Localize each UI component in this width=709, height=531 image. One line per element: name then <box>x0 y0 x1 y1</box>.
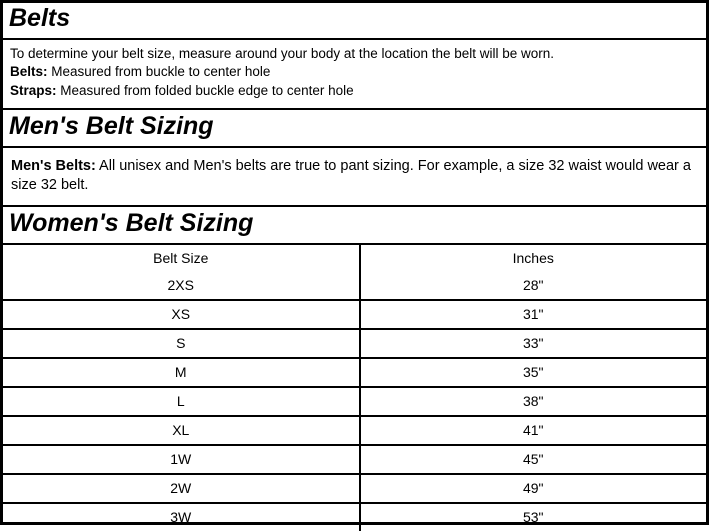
cell-inches: 53" <box>522 508 544 525</box>
straps-label: Straps: <box>10 83 57 99</box>
cell-inches: 31" <box>360 300 707 329</box>
cell-belt-size: 2XS <box>3 272 360 300</box>
table-row <box>3 503 706 531</box>
belts-label: Belts: <box>10 64 48 80</box>
cell-belt-size: M <box>3 358 360 387</box>
mens-belts-label: Men's Belts: <box>11 157 96 174</box>
table-row <box>3 300 706 329</box>
table-header-row <box>3 245 706 272</box>
mens-section-title: Men's Belt Sizing <box>3 110 706 148</box>
intro-line-belts <box>10 63 699 81</box>
page-title: Belts <box>3 3 706 40</box>
cell-inches: 28" <box>360 272 707 300</box>
table-body <box>3 272 706 531</box>
cell-inches: 33" <box>360 329 707 358</box>
table-row <box>3 416 706 445</box>
cell-inches: 38" <box>360 387 707 416</box>
cell-belt-size: 2W <box>3 474 360 503</box>
cell-inches: 35" <box>360 358 707 387</box>
mens-belts-description: All unisex and Men's belts are true to pant sizing. For example, a size 32 waist would wear a size 32 belt. <box>11 157 691 194</box>
cell-belt-size: 1W <box>3 445 360 474</box>
table-row <box>3 358 706 387</box>
table-row <box>3 445 706 474</box>
cell-belt-size: S <box>3 329 360 358</box>
womens-size-table <box>3 245 706 531</box>
cell-inches: 41" <box>360 416 707 445</box>
cell-belt-size: L <box>3 387 360 416</box>
intro-line-straps <box>10 82 699 100</box>
belts-description: Measured from buckle to center hole <box>47 64 271 80</box>
cell-belt-size: XL <box>3 416 360 445</box>
womens-section-title: Women's Belt Sizing <box>3 207 706 245</box>
table-row <box>3 329 706 358</box>
cell-inches: 49" <box>360 474 707 503</box>
table-head <box>3 245 706 272</box>
straps-description: Measured from folded buckle edge to center hole <box>56 83 354 99</box>
cell-belt-size: 3W <box>3 503 360 531</box>
cell-belt-size: XS <box>3 300 360 329</box>
intro-block <box>3 40 706 111</box>
intro-line-measure: To determine your belt size, measure around your body at the location the belt will be worn. <box>10 45 555 61</box>
table-row <box>3 474 706 503</box>
column-header-inches: Inches <box>512 249 554 266</box>
table-row <box>3 387 706 416</box>
mens-note <box>3 148 706 208</box>
column-header-belt-size: Belt Size <box>3 245 360 272</box>
table-row <box>3 272 706 300</box>
cell-inches: 45" <box>360 445 707 474</box>
